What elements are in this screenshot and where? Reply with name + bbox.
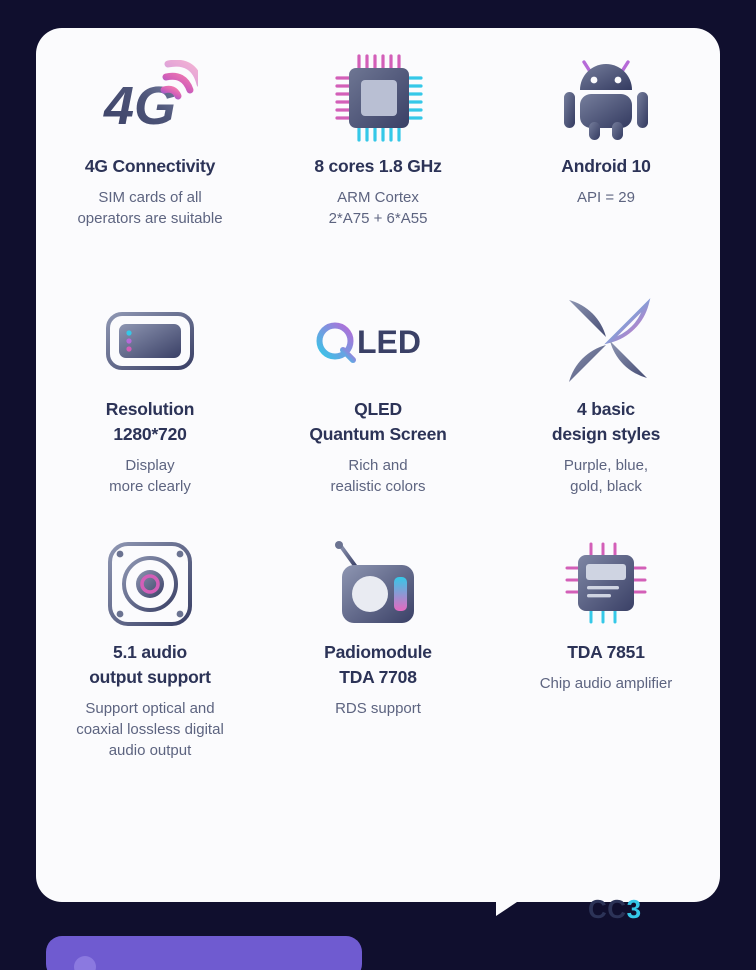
speaker-audio-icon bbox=[106, 532, 194, 636]
feature-subtitle: ARM Cortex 2*A75 + 6*A55 bbox=[328, 188, 428, 228]
feature-subtitle: API = 29 bbox=[577, 188, 635, 206]
brand-logo bbox=[588, 894, 642, 925]
feature-title: QLED Quantum Screen bbox=[309, 399, 447, 444]
feature-subtitle: SIM cards of all operators are suitable bbox=[77, 188, 223, 228]
feature-subtitle: Rich and realistic colors bbox=[330, 456, 426, 495]
feature-card-4g bbox=[36, 46, 264, 289]
feature-title: 8 cores 1.8 GHz bbox=[314, 156, 442, 176]
feature-card-audio bbox=[36, 532, 264, 775]
feature-subtitle: Support optical and coaxial lossless digital audio output bbox=[76, 699, 224, 760]
feature-title: Android 10 bbox=[561, 156, 651, 176]
feature-title: Resolution 1280*720 bbox=[105, 399, 195, 444]
4g-signal-icon bbox=[102, 46, 198, 150]
amplifier-chip-icon bbox=[563, 532, 649, 636]
feature-card-resolution bbox=[36, 289, 264, 532]
feature-title: 4G Connectivity bbox=[84, 156, 216, 176]
feature-grid bbox=[36, 46, 720, 775]
feature-card-styles bbox=[492, 289, 720, 532]
feature-title: 4 basic design styles bbox=[551, 399, 661, 444]
pinwheel-styles-icon bbox=[561, 289, 651, 393]
svg-text:LED: LED bbox=[357, 324, 421, 360]
android-robot-icon bbox=[558, 46, 654, 150]
feature-title: 5.1 audio output support bbox=[89, 642, 211, 687]
radio-module-icon bbox=[332, 532, 424, 636]
svg-text:4G: 4G bbox=[104, 76, 177, 136]
feature-card-android bbox=[492, 46, 720, 289]
display-screen-icon bbox=[105, 289, 195, 393]
feature-subtitle: RDS support bbox=[335, 699, 421, 717]
feature-subtitle: Purple, blue, gold, black bbox=[563, 456, 649, 495]
qled-logo-icon bbox=[313, 289, 443, 393]
feature-subtitle: Chip audio amplifier bbox=[539, 674, 673, 692]
feature-subtitle: Display more clearly bbox=[109, 456, 191, 495]
brand-name: CC bbox=[588, 894, 627, 924]
feature-card-cpu bbox=[264, 46, 492, 289]
feature-card-qled bbox=[264, 289, 492, 532]
feature-card-radio bbox=[264, 532, 492, 775]
feature-card-amplifier bbox=[492, 532, 720, 775]
brand-suffix: 3 bbox=[626, 894, 642, 924]
feature-title: TDA 7851 bbox=[567, 642, 645, 662]
feature-title: Padiomodule TDA 7708 bbox=[324, 642, 432, 687]
cpu-chip-icon bbox=[333, 46, 423, 150]
